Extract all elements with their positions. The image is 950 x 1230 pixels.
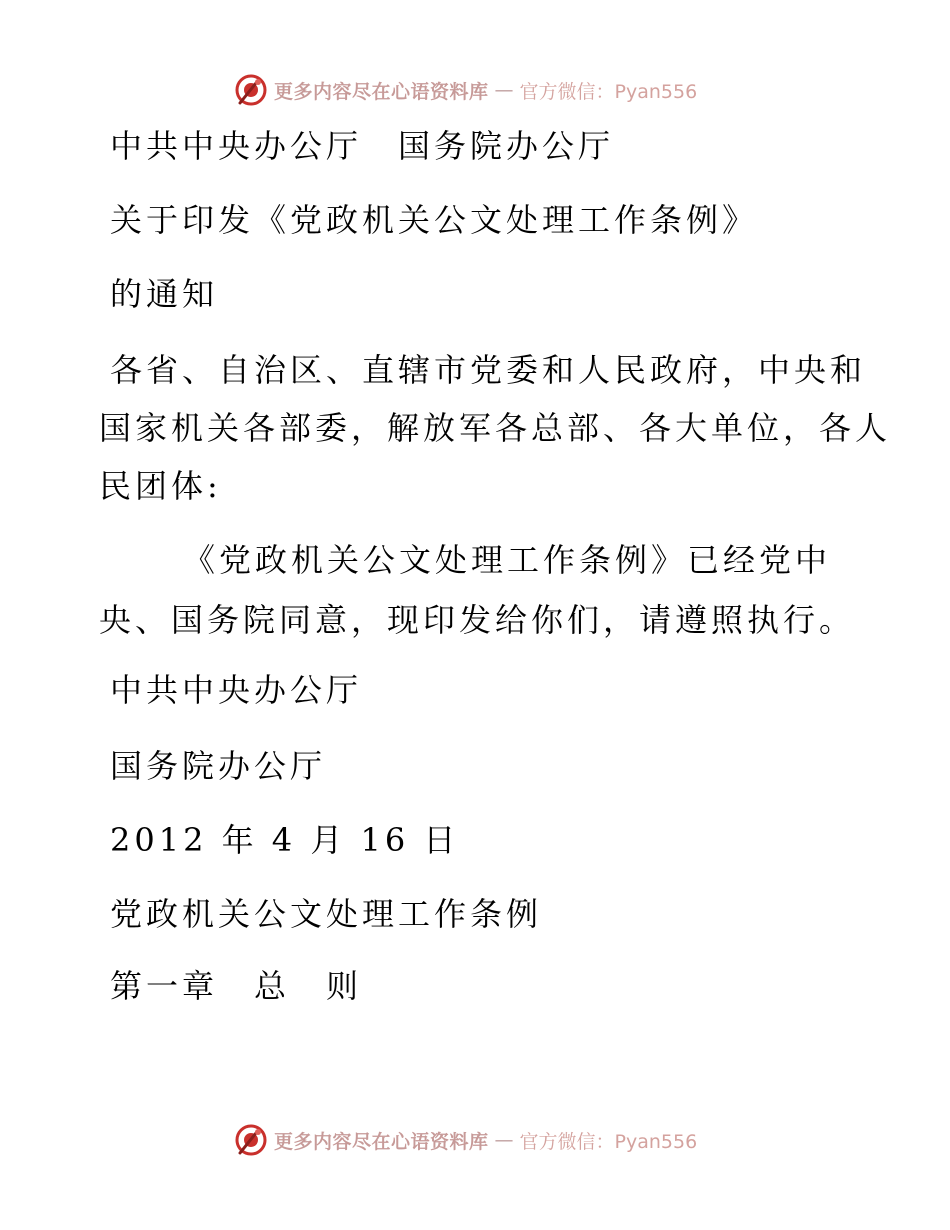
issuer-line: 中共中央办公厅 国务院办公厅	[110, 127, 615, 165]
notice-title-line-1: 关于印发《党政机关公文处理工作条例》	[110, 201, 759, 239]
header-watermark	[234, 72, 697, 108]
addressee-line-3: 民团体:	[99, 467, 222, 505]
watermark-main-text: 更多内容尽在心语资料库	[274, 80, 489, 103]
signature-general-office-state-council: 国务院办公厅	[110, 747, 327, 785]
regulation-title: 党政机关公文处理工作条例	[110, 895, 543, 933]
issue-date: 2012 年 4 月 16 日	[110, 821, 460, 859]
seal-logo-icon	[234, 73, 268, 107]
watermark-dash: —	[494, 1129, 514, 1151]
watermark-dash: —	[494, 79, 514, 101]
chapter-heading: 第一章 总 则	[110, 967, 363, 1005]
footer-watermark	[234, 1122, 697, 1158]
seal-logo-icon	[234, 1123, 268, 1157]
body-line-2: 央、国务院同意，现印发给你们，请遵照执行。	[99, 601, 856, 639]
watermark-main-text: 更多内容尽在心语资料库	[274, 1130, 489, 1153]
body-line-1: 《党政机关公文处理工作条例》已经党中	[183, 541, 832, 579]
notice-title-line-2: 的通知	[110, 275, 219, 313]
watermark-account: 官方微信：Pyan556	[519, 1130, 698, 1153]
signature-general-office-ccp: 中共中央办公厅	[110, 671, 363, 709]
addressee-line-2: 国家机关各部委，解放军各总部、各大单位，各人	[99, 409, 892, 447]
addressee-line-1: 各省、自治区、直辖市党委和人民政府，中央和	[110, 351, 867, 389]
watermark-account: 官方微信：Pyan556	[519, 80, 698, 103]
